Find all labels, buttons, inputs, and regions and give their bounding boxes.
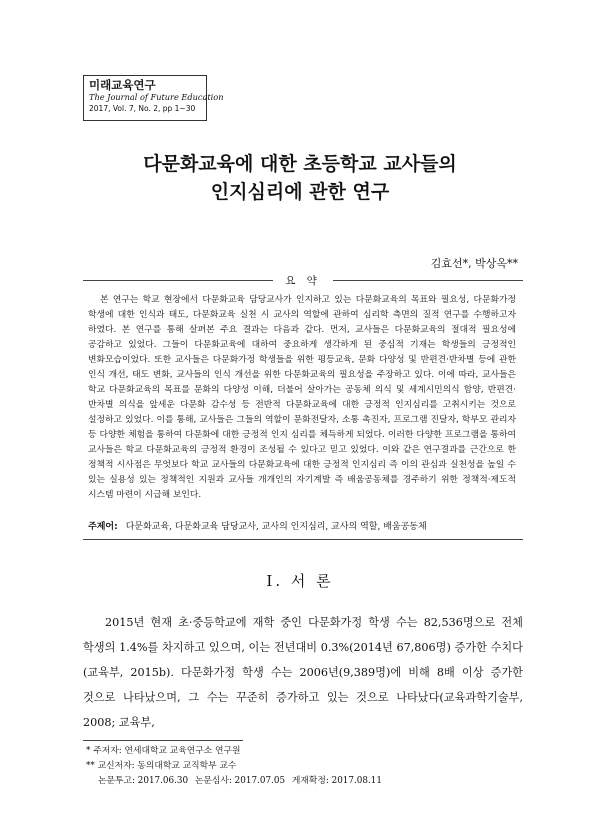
keywords-list: 다문화교육, 다문화교육 담당교사, 교사의 인지심리, 교사의 역할, 배움공동체: [125, 522, 427, 532]
abstract-body: 본 연구는 학교 현장에서 다문화교육 담당교사가 인지하고 있는 다문화교육의 목표와 필요성, 다문화가정 학생에 대한 인식과 태도, 다문화교육 실천 시 교사의 역할에 관하여 심리학 측면의 질적 연구를 수행하고자 하였다. 본 연구를 통해 살펴본 주요 결과는 다음과 같다. 먼저, 교사들은 다문화교육의 절대적 필요성에 공감하고 있었다. 그들이 다문화교육에 대하여 중요하게 생각하게 된 중심적 기재는 학생들의 긍정적인 변화모습이었다. 또한 교사들은 다문화가정 학생들을 위한 평등교육, 문화 다양성 및 반편견·반차별 등에 관한 인식 개선, 태도 변화, 교사들의 인식 개선을 위한 다문화교육의 필요성을 주장하고 있다. 이에 따라, 교사들은 학교 다문화교육의 목표를 문화의 다양성 이해, 더불어 살아가는 공동체 의식 및 세계시민의식 함양, 반편견·반차별 의식을 앞세운 다문화 감수성 등 전반적 다문화교육에 대한 긍정적 인지심리를 고취시키는 것으로 설정하고 있었다. 이를 통해, 교사들은 그들의 역할이 문화전달자, 소통 촉진자, 프로그램 진달자, 학부모 관리자 등 다양한 체험을 통하여 다문화에 대한 긍정적 인지 심리를 체득하게 되었다. 이러한 다양한 프로그램을 통하여 교사들은 학교 다문화교육의 긍정적 환경이 조성될 수 있다고 믿고 있었다. 이와 같은 연구결과를 근간으로 한 정책적 시사점은 무엇보다 학교 교사들의 다문화교육에 대한 긍정적 인지심리 즉 이의 관심과 실천성을 높일 수 있는 실용성 있는 정책적인 지원과 교사들 개개인의 자기계발 즉 배움공동체를 경주하기 위한 정책적·제도적 시스템 마련이 시급해 보인다.: [88, 295, 516, 500]
authors: 김효선*, 박상옥**: [430, 257, 518, 270]
footnote-dates: [86, 774, 386, 789]
footnote-corresponding-author: ** 교신저자: 동의대학교 교직학부 교수: [86, 761, 237, 771]
footnotes: [86, 744, 386, 789]
section-title: Ⅰ. 서 론: [266, 572, 334, 590]
abstract-rule-left: [83, 280, 273, 281]
paper-title: [0, 150, 600, 206]
date-reviewed: 논문심사: 2017.07.05: [194, 776, 286, 786]
journal-name-korean: 미래교육연구: [89, 78, 156, 92]
paper-title-line-2: 인지심리에 관한 연구: [210, 181, 390, 203]
paper-title-line-1: 다문화교육에 대한 초등학교 교사들의: [143, 153, 457, 175]
intro-paragraph: 2015년 현재 초·중등학교에 재학 중인 다문화가정 학생 수는 82,536명으로 전체 학생의 1.4%를 차지하고 있으며, 이는 전년대비 0.3%(2014년 67,806명) 증가한 수치다(교육부, 2015b). 다문화가정 학생 수는 2006년(9,389명)에 비해 8배 이상 증가한 것으로 나타났으며, 그 수는 꾸준히 증가하고 있는 것으로 나타났다(교육과학기술부, 2008; 교육부,: [83, 616, 523, 729]
footnote-first-author: * 주저자: 연세대학교 교육연구소 연구원: [86, 746, 241, 756]
keywords: [88, 520, 518, 534]
journal-volume-info: 2017, Vol. 7, No. 2, pp 1~30: [89, 104, 196, 113]
date-received: 논문투고: 2017.06.30: [98, 776, 189, 786]
abstract-rule-right: [333, 280, 523, 281]
abstract-heading: [83, 272, 523, 288]
date-accepted: 게재확정: 2017.08.11: [291, 776, 382, 786]
keywords-label: 주제어:: [88, 522, 118, 532]
abstract-bottom-rule: [83, 539, 523, 540]
abstract-heading-label: 요 약: [285, 274, 321, 287]
journal-name-english: The Journal of Future Education: [89, 92, 224, 102]
footnote-rule: [83, 740, 243, 741]
journal-info-box: [83, 75, 224, 121]
